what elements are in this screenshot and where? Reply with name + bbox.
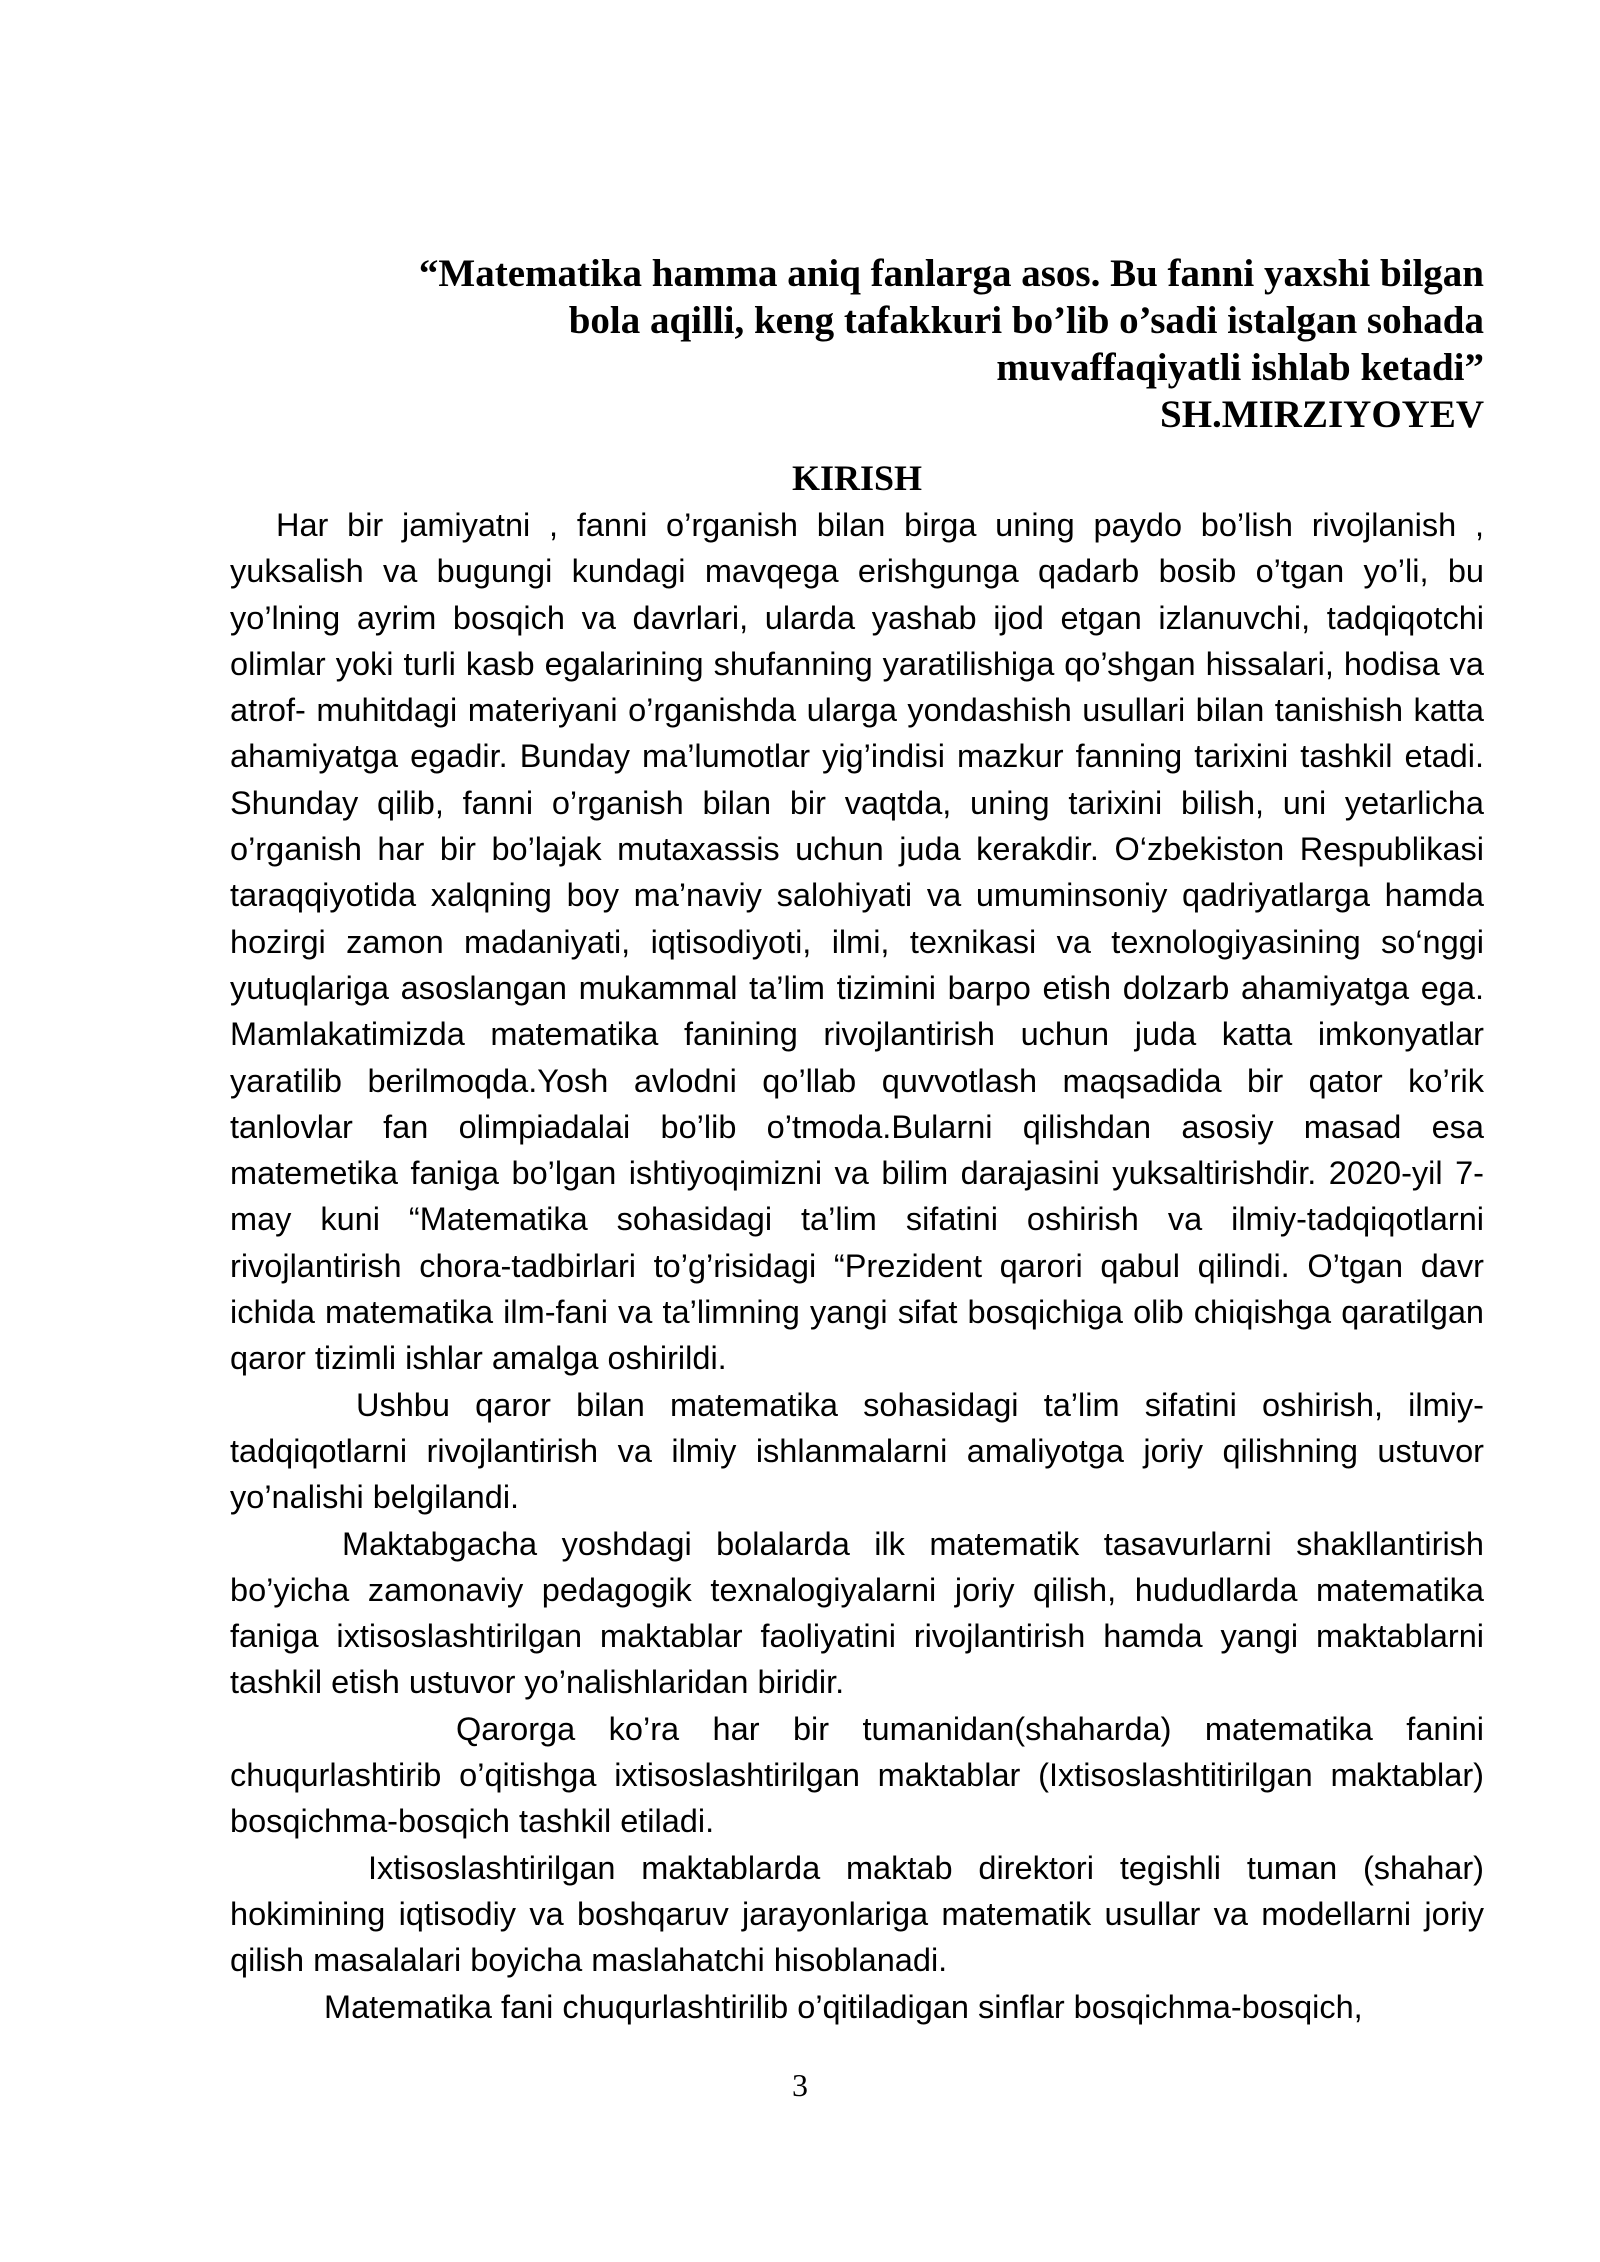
epigraph-line: muvaffaqiyatli ishlab ketadi” <box>996 346 1484 389</box>
section-heading: KIRISH <box>791 458 923 498</box>
epigraph-author: SH.MIRZIYOYEV <box>1160 393 1484 436</box>
paragraph: Qarorga ko’ra har bir tumanidan(shaharda) matematika fanini chuqurlashtirib o’qitishga ixtisoslashtirilgan maktablar (Ixtisoslashtitirilgan maktablar) bosqichma-bosqich tashkil etiladi. <box>230 1710 1484 1840</box>
epigraph-quote <box>230 250 1484 438</box>
paragraph: Maktabgacha yoshdagi bolalarda ilk matematik tasavurlarni shakllantirish bo’yicha zamonaviy pedagogik texnalogiyalarni joriy qilish, hududlarda matematika faniga ixtisoslashtirilgan maktablar faoliyatini rivojlantirish hamda yangi maktablarni tashkil etish ustuvor yo’nalishlaridan biridir. <box>230 1525 1484 1701</box>
paragraph: Ixtisoslashtirilgan maktablarda maktab direktori tegishli tuman (shahar) hokimining iqtisodiy va boshqaruv jarayonlariga matematik usullar va modellarni joriy qilish masalalari boyicha maslahatchi hisoblanadi. <box>230 1849 1484 1979</box>
paragraph: Ushbu qaror bilan matematika sohasidagi ta’lim sifatini oshirish, ilmiy-tadqiqotlarni rivojlantirish va ilmiy ishlanmalarni amaliyotga joriy qilishning ustuvor yo’nalishi belgilandi. <box>230 1386 1484 1516</box>
epigraph-line: bola aqilli, keng tafakkuri bo’lib o’sadi istalgan sohada <box>568 299 1484 342</box>
paragraph: Matematika fani chuqurlashtirilib o’qitiladigan sinflar bosqichma-bosqich, <box>324 1988 1363 2025</box>
body-text <box>230 502 1484 2030</box>
epigraph-line: “Matematika hamma aniq fanlarga asos. Bu fanni yaxshi bilgan <box>418 252 1484 295</box>
paragraph: Har bir jamiyatni , fanni o’rganish bilan birga uning paydo bo’lish rivojlanish , yuksalish va bugungi kundagi mavqega erishgunga qadarb bosib o’tgan yo’li, bu yo’lning ayrim bosqich va davrlari, ularda yashab ijod etgan izlanuvchi, tadqiqotchi olimlar yoki turli kasb egalarining shufanning yaratilishiga qo’shgan hissalari, hodisa va atrof- muhitdagi materiyani o’rganishda ularga yondashish usullari bilan tanishish katta ahamiyatga egadir. Bunday ma’lumotlar yig’indisi mazkur fanning tarixini tashkil etadi. Shunday qilib, fanni o’rganish bilan bir vaqtda, uning tarixini bilish, uni yetarlicha o’rganish har bir bo’lajak mutaxassis uchun juda kerakdir. O‘zbekiston Respublikasi taraqqiyotida xalqning boy ma’naviy salohiyati va umuminsoniy qadriyatlarga hamda hozirgi zamon madaniyati, iqtisodiyoti, ilmi, texnikasi va texnologiyasining so‘nggi yutuqlariga asoslangan mukammal ta’lim tizimini barpo etish dolzarb ahamiyatga ega. Mamlakatimizda matematika fanining rivojlantirish uchun juda katta imkonyatlar yaratilib berilmoqda.Yosh avlodni qo’llab quvvotlash maqsadida bir qator ko’rik tanlovlar fan olimpiadalai bo’lib o’tmoda.Bularni qilishdan asosiy masad esa matemetika faniga bo’lgan ishtiyoqimizni va bilim darajasini yuksaltirishdir. 2020-yil 7-may kuni “Matematika sohasidagi ta’lim sifatini oshirish va ilmiy-tadqiqotlarni rivojlantirish chora-tadbirlari to’g’risidagi “Prezident qarori qabul qilindi. O’tgan davr ichida matematika ilm-fani va ta’limning yangi sifat bosqichiga olib chiqishga qaratilgan qaror tizimli ishlar amalga oshirildi. <box>230 507 1484 1377</box>
page-number: 3 <box>792 2067 808 2103</box>
